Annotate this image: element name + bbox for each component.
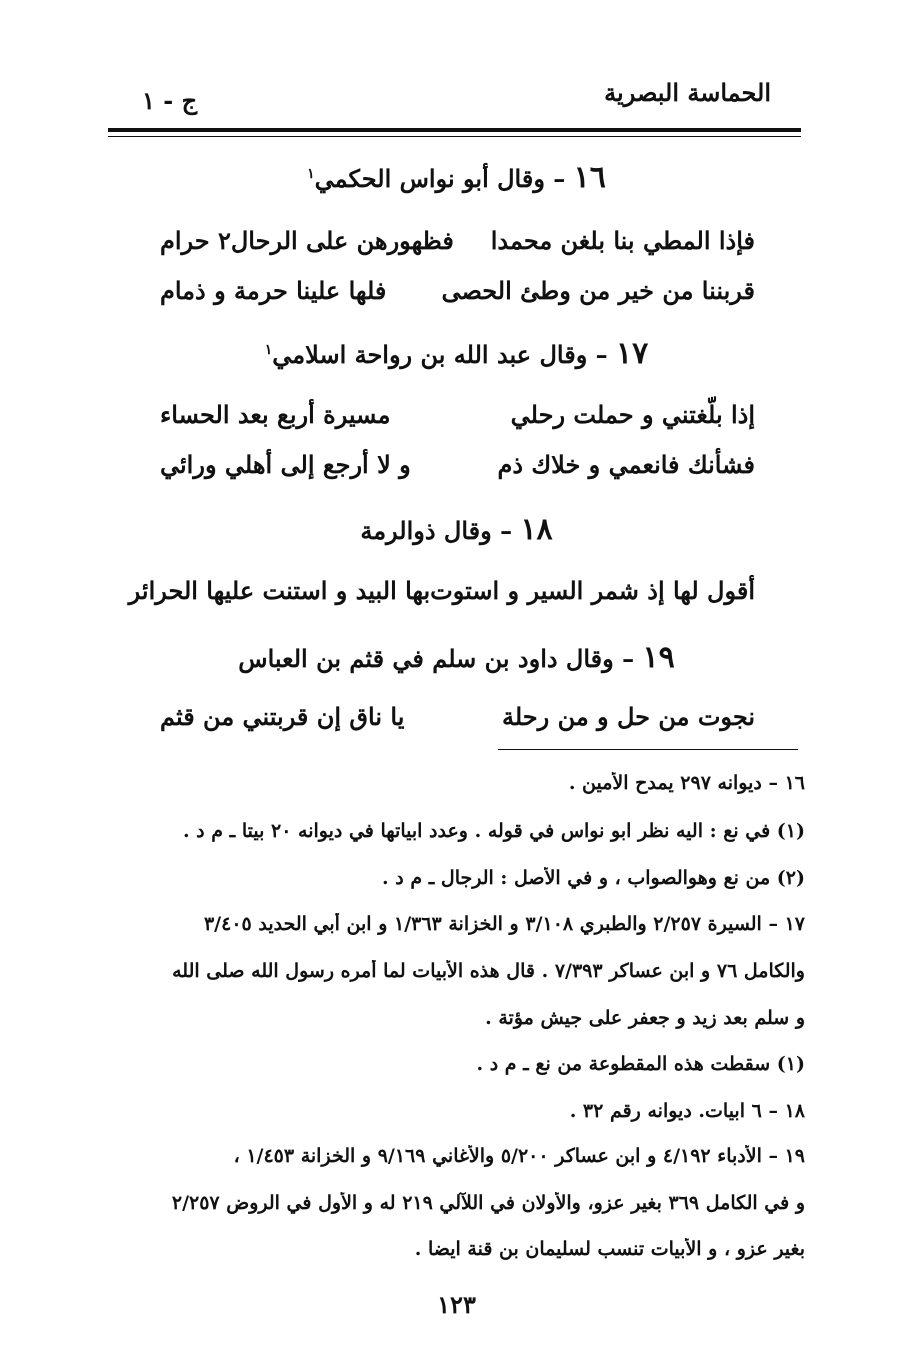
footnote-line: (١) في نع : اليه نظر ابو نواس في قوله . وعدد ابياتها في ديوانه ٢٠ بيتا ـ م د .	[182, 820, 805, 842]
footnote-line: و سلم بعد زيد و جعفر على جيش مؤتة .	[485, 1007, 805, 1029]
page-number: ١٢٣	[437, 1290, 476, 1319]
verse-line	[160, 400, 755, 429]
verse-first-hemistich: فإذا المطي بنا بلغن محمدا	[490, 226, 755, 255]
verse-line	[160, 450, 755, 479]
running-title: الحماسة البصرية	[604, 78, 771, 107]
poem-attribution: – وقال أبو نواس الحكمي	[314, 164, 566, 193]
verse-first-hemistich: أقول لها إذ شمر السير و استوت	[430, 576, 755, 605]
footnote-line: ١٧ – السيرة ٢/٢٥٧ والطبري ٣/١٠٨ و الخزانة ١/٣٦٣ و ابن أبي الحديد ٣/٤٠٥	[203, 913, 805, 935]
verse-second-hemistich: يا ناق إن قربتني من قثم	[160, 702, 405, 731]
footnote-mark: ١	[307, 166, 315, 182]
verse-second-hemistich: بها البيد و استنت عليها الحرائر	[128, 576, 431, 605]
verse-line	[160, 226, 755, 255]
footnote-rule	[498, 749, 798, 750]
verse-first-hemistich: فشأنك فانعمي و خلاك ذم	[497, 450, 755, 479]
poem-heading-17	[0, 336, 913, 371]
verse-line	[160, 702, 755, 731]
poem-heading-18	[0, 512, 913, 547]
verse-first-hemistich: إذا بلّغتني و حملت رحلي	[510, 400, 755, 429]
verse-second-hemistich: فظهورهن على الرحال٢ حرام	[160, 226, 454, 255]
footnote-line: ١٦ – ديوانه ٢٩٧ يمدح الأمين .	[568, 772, 805, 794]
header-rule	[108, 128, 801, 132]
verse-first-hemistich: قربننا من خير من وطئ الحصى	[441, 276, 755, 305]
poem-attribution: – وقال داود بن سلم في قثم بن العباس	[238, 644, 635, 673]
header-rule-thin	[108, 136, 801, 137]
footnote-mark: ١	[264, 342, 273, 358]
poem-attribution: – وقال ذوالرمة	[360, 516, 513, 545]
verse-second-hemistich: مسيرة أربع بعد الحساء	[160, 400, 391, 429]
footnote-line: (٢) من نع وهوالصواب ، و في الأصل : الرجال ـ م د .	[382, 867, 805, 889]
verse-first-hemistich: نجوت من حل و من رحلة	[501, 702, 755, 731]
footnote-line: ١٨ – ٦ ابيات. ديوانه رقم ٣٢ .	[569, 1100, 805, 1122]
poem-number: ١٩	[642, 640, 675, 675]
verse-line	[160, 276, 755, 305]
verse-line	[128, 576, 755, 605]
verse-second-hemistich: و لا أرجع إلى أهلي ورائي	[160, 450, 411, 479]
footnote-line: و في الكامل ٣٦٩ بغير عزو، والأولان في اللآلي ٢١٩ له و الأول في الروض ٢/٢٥٧	[171, 1192, 805, 1214]
footnote-line: بغير عزو ، و الأبيات تنسب لسليمان بن قنة ايضا .	[414, 1238, 805, 1260]
footnote-line: (١) سقطت هذه المقطوعة من نع ـ م د .	[476, 1053, 805, 1075]
poem-attribution: – وقال عبد الله بن رواحة اسلامي	[272, 340, 608, 369]
verse-second-hemistich: فلها علينا حرمة و ذمام	[160, 276, 387, 305]
footnote-line: ١٩ – الأدباء ٤/١٩٢ و ابن عساكر ٥/٢٠٠ والأغاني ٩/١٦٩ و الخزانة ١/٤٥٣ ،	[233, 1145, 805, 1167]
footnote-line: والكامل ٧٦ و ابن عساكر ٧/٣٩٣ . قال هذه الأبيات لما أمره رسول الله صلى الله	[172, 960, 805, 982]
poem-number: ١٦	[573, 160, 606, 195]
volume-label: ج - ١	[142, 86, 198, 115]
poem-heading-16	[0, 160, 913, 195]
poem-number: ١٨	[520, 512, 553, 547]
poem-number: ١٧	[616, 336, 649, 371]
poem-heading-19	[0, 640, 913, 675]
